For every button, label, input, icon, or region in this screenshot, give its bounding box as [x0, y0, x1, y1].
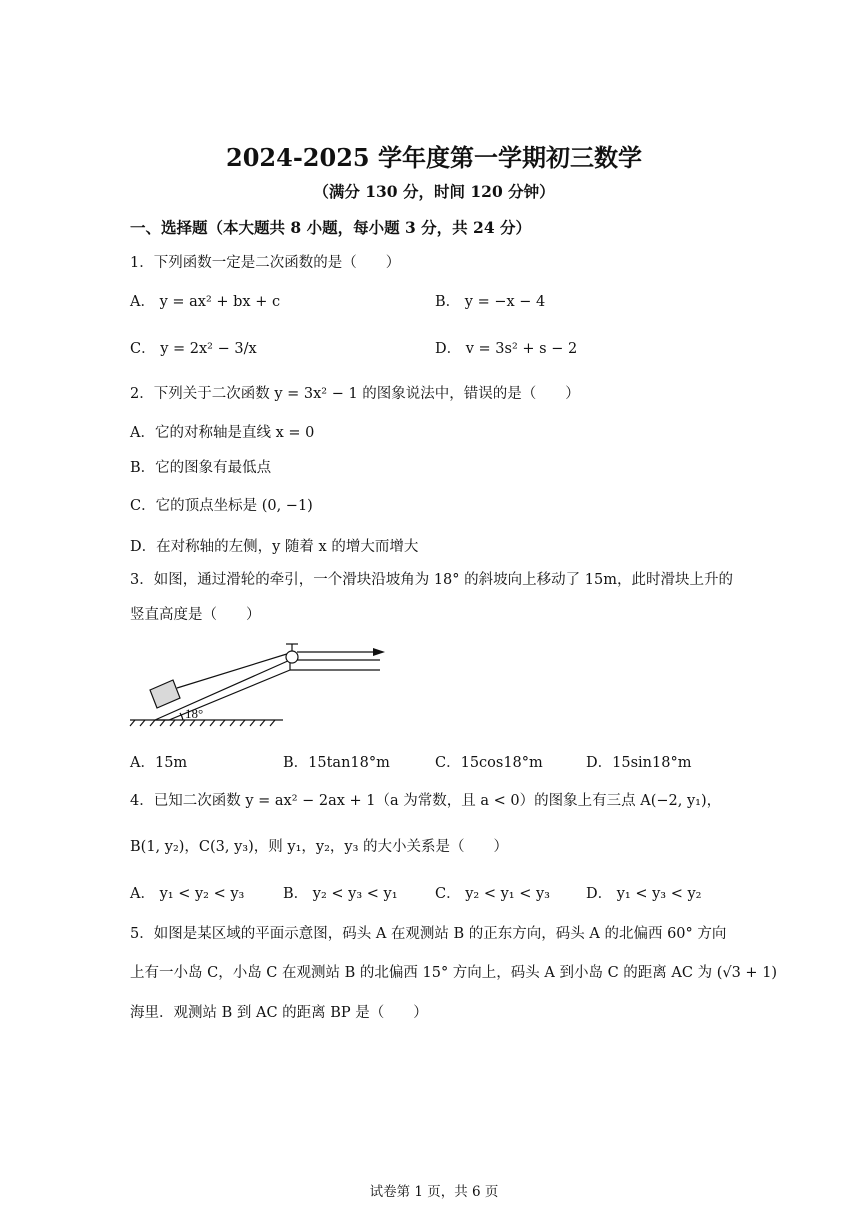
- question-2-option-a: A．它的对称轴是直线 x = 0: [130, 425, 315, 441]
- question-3-option-a: A．15m: [130, 755, 188, 771]
- slope-pulley-figure: [125, 640, 395, 730]
- question-1-option-c: C． y = 2x² − 3/x: [130, 341, 257, 357]
- question-1-option-a: A． y = ax² + bx + c: [130, 294, 281, 310]
- page-footer: 试卷第 1 页，共 6 页: [369, 1184, 499, 1200]
- question-3-option-c: C．15cos18°m: [435, 755, 543, 771]
- question-4-stem-line-2: B(1, y₂)，C(3, y₃)，则 y₁，y₂，y₃ 的大小关系是（ ）: [130, 839, 509, 855]
- question-2-option-b: B．它的图象有最低点: [130, 460, 272, 476]
- question-1-option-b: B． y = −x − 4: [435, 294, 546, 310]
- exam-info: （满分 130 分，时间 120 分钟）: [313, 182, 555, 201]
- arrow-head: [373, 648, 385, 656]
- section-heading: 一、选择题（本大题共 8 小题，每小题 3 分，共 24 分）: [130, 218, 532, 237]
- question-4-option-d: D． y₁ < y₃ < y₂: [586, 886, 702, 902]
- pulley-wheel: [286, 651, 298, 663]
- question-4-option-b: B． y₂ < y₃ < y₁: [283, 886, 398, 902]
- question-1-option-d: D． v = 3s² + s − 2: [435, 341, 578, 357]
- question-3-stem-line-2: 竖直高度是（ ）: [130, 607, 261, 623]
- page-title: 2024-2025 学年度第一学期初三数学: [226, 143, 642, 172]
- question-2-stem: 2．下列关于二次函数 y = 3x² − 1 的图象说法中，错误的是（ ）: [130, 386, 580, 402]
- rope-slope: [177, 653, 290, 688]
- question-3-option-d: D．15sin18°m: [586, 755, 692, 771]
- question-5-stem-line-2: 上有一小岛 C，小岛 C 在观测站 B 的北偏西 15° 方向上，码头 A 到小岛 C 的距离 AC 为 (√3 + 1): [130, 965, 778, 981]
- question-2-option-d: D．在对称轴的左侧，y 随着 x 的增大而增大: [130, 539, 419, 555]
- question-5-stem-line-1: 5．如图是某区域的平面示意图，码头 A 在观测站 B 的正东方向，码头 A 的北偏西 60° 方向: [130, 926, 727, 942]
- question-5-stem-line-3: 海里．观测站 B 到 AC 的距离 BP 是（ ）: [130, 1005, 428, 1021]
- question-3-option-b: B．15tan18°m: [283, 755, 390, 771]
- question-4-option-c: C． y₂ < y₁ < y₃: [435, 886, 550, 902]
- question-2-option-c: C．它的顶点坐标是 (0, −1): [130, 498, 313, 514]
- slider-block: [150, 680, 180, 708]
- question-4-stem-line-1: 4．已知二次函数 y = ax² − 2ax + 1（a 为常数，且 a < 0）的图象上有三点 A(−2, y₁)，: [130, 793, 722, 809]
- question-1-stem: 1．下列函数一定是二次函数的是（ ）: [130, 255, 401, 271]
- angle-label: 18°: [185, 706, 204, 721]
- question-4-option-a: A． y₁ < y₂ < y₃: [130, 886, 245, 902]
- question-3-stem-line-1: 3．如图，通过滑轮的牵引，一个滑块沿坡角为 18° 的斜坡向上移动了 15m，此时滑块上升的: [130, 572, 733, 588]
